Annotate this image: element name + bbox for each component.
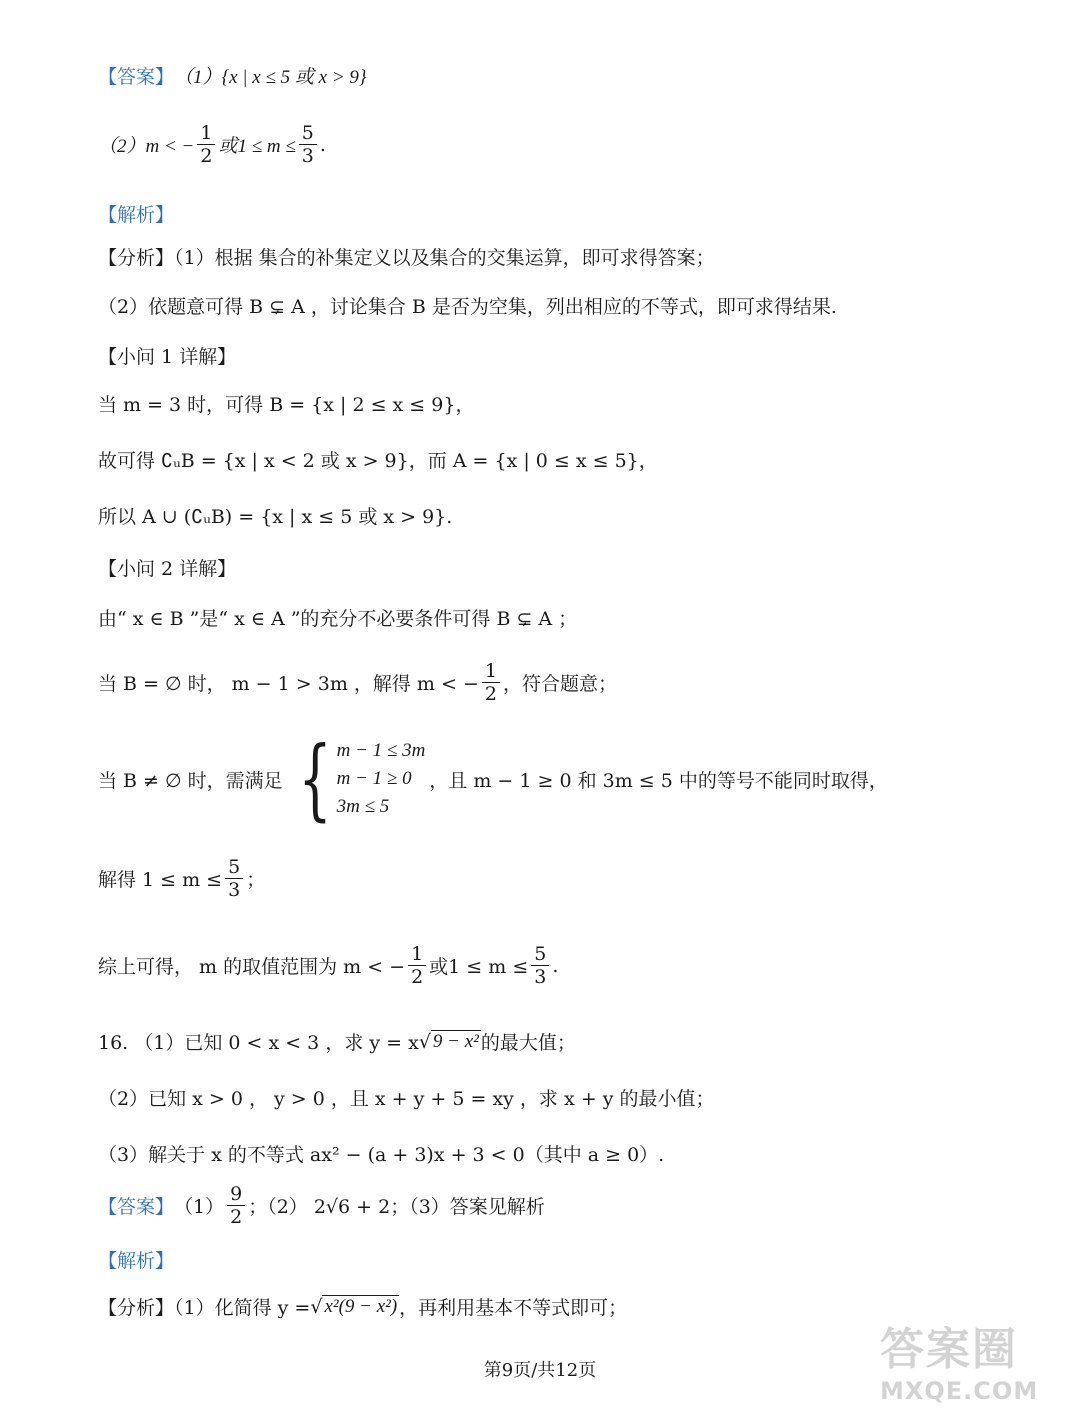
solution-text: ，且 m − 1 ≥ 0 和 3m ≤ 5 中的等号不能同时取得，: [429, 769, 888, 792]
question-16-line-1: [98, 1028, 576, 1055]
analysis-line-2: [98, 292, 837, 319]
left-brace-icon: {: [297, 727, 332, 830]
denominator: 3: [228, 879, 241, 901]
solution-text: .: [552, 954, 559, 977]
answer-2-pre: （2）m < −: [98, 136, 195, 157]
answer-line-1: [98, 62, 366, 89]
fraction: [227, 1183, 245, 1228]
analysis-line-1: [98, 243, 715, 270]
answer-2-post: .: [319, 133, 326, 156]
solution-text: 当 B = ∅ 时， m − 1 > 3m ，解得 m < −: [98, 673, 479, 695]
answer-text: ；（2） 2√6 + 2；（3）答案见解析: [248, 1196, 545, 1218]
question-16-line-2: [98, 1084, 714, 1111]
solution-text: 由“ x ∈ B ”是“ x ∈ A ”的充分不必要条件可得 B ⊊ A ；: [98, 608, 578, 630]
analysis-text: （2）依题意可得 B ⊊ A ，讨论集合 B 是否为空集，列出相应的不等式，即可求得结果.: [98, 296, 837, 318]
solution-text: 所以 A ∪ (∁ᵤB) = {x | x ≤ 5 或 x > 9}.: [98, 506, 453, 528]
subquestion-1-heading: [98, 342, 236, 369]
answer-tag: 【答案】: [98, 1196, 175, 1218]
fraction: [225, 856, 243, 901]
numerator: 9: [227, 1183, 245, 1206]
solution-line-4: [98, 604, 577, 631]
answer-line-2: [98, 122, 326, 167]
answer-tag: 【答案】: [98, 66, 175, 88]
solution-line-1: [98, 390, 474, 417]
analysis-tag: 【解析】: [98, 204, 175, 226]
solution-text: 解得 1 ≤ m ≤: [98, 869, 223, 891]
solution-line-2: [98, 446, 658, 473]
solution-line-3: [98, 502, 452, 529]
question-text: （2）已知 x > 0 ， y > 0 ，且 x + y + 5 = xy ，求 x + y 的最小值；: [98, 1088, 715, 1110]
radicand: 9 − x²: [432, 1031, 479, 1052]
sqrt-sign-icon: √: [418, 1030, 431, 1053]
numerator: 1: [482, 660, 500, 683]
solution-text: 当 B ≠ ∅ 时，需满足: [98, 769, 283, 792]
question-16-line-3: [98, 1140, 664, 1167]
numerator: 5: [299, 122, 317, 145]
fraction: [408, 943, 426, 988]
answer-2-mid: 或1 ≤ m ≤: [218, 136, 296, 157]
numerator: 1: [408, 943, 426, 966]
analysis-heading-1: [98, 200, 174, 227]
denominator: 2: [200, 145, 213, 167]
solution-line-8: [98, 943, 558, 988]
page-footer: 第9页/共12页: [483, 1360, 597, 1381]
inequality-system: [287, 727, 426, 830]
solution-text: 综上可得， m 的取值范围为 m < −: [98, 956, 406, 978]
answer-1-text: （1）{x | x ≤ 5 或 x > 9}: [174, 67, 367, 88]
numerator: 5: [225, 856, 243, 879]
watermark: [880, 1313, 1056, 1403]
question-text: 的最大值；: [480, 1032, 576, 1054]
analysis-text: 【分析】（1）化简得 y =: [98, 1297, 311, 1319]
denominator: 2: [230, 1206, 243, 1228]
analysis-tag: 【解析】: [98, 1250, 175, 1272]
question-text: 16. （1）已知 0 < x < 3 ，求 y = x: [98, 1032, 419, 1054]
denominator: 3: [301, 145, 314, 167]
system-row: m − 1 ≤ 3m: [336, 740, 426, 761]
numerator: 1: [197, 122, 215, 145]
system-row: m − 1 ≥ 0: [336, 768, 412, 789]
fraction: [197, 122, 215, 167]
fraction: [531, 943, 549, 988]
system-rows: [337, 740, 426, 818]
analysis-text: ，再利用基本不等式即可；: [399, 1297, 628, 1319]
fraction: [482, 660, 500, 705]
analysis-heading-2: [98, 1246, 174, 1273]
watermark-top: 答案圈: [880, 1324, 1018, 1375]
solution-line-7: [98, 856, 265, 901]
analysis-text: 【分析】（1）根据 集合的补集定义以及集合的交集运算，即可求得答案；: [98, 247, 715, 269]
denominator: 3: [534, 966, 547, 988]
denominator: 2: [411, 966, 424, 988]
watermark-bottom: MXQE.COM: [880, 1377, 1039, 1405]
numerator: 5: [531, 943, 549, 966]
subquestion-2-heading: [98, 554, 236, 581]
solution-text: ，符合题意；: [502, 673, 617, 695]
answer-line-3: [98, 1183, 545, 1228]
subquestion-title: 【小问 1 详解】: [98, 346, 237, 368]
solution-text: 故可得 ∁ᵤB = {x | x < 2 或 x > 9}，而 A = {x | 0 ≤ x ≤ 5}，: [98, 450, 658, 472]
solution-line-5: [98, 660, 617, 705]
radicand: x²(9 − x²): [324, 1296, 398, 1317]
denominator: 2: [484, 683, 497, 705]
solution-text: 当 m = 3 时，可得 B = {x | 2 ≤ x ≤ 9}，: [98, 394, 475, 416]
sqrt-sign-icon: √: [310, 1295, 323, 1318]
solution-text: 或1 ≤ m ≤: [429, 956, 529, 978]
fraction: [299, 122, 317, 167]
answer-text: （1）: [174, 1196, 225, 1218]
subquestion-title: 【小问 2 详解】: [98, 558, 237, 580]
solution-text: ；: [246, 869, 266, 891]
analysis-line-3: [98, 1293, 627, 1320]
question-text: （3）解关于 x 的不等式 ax² − (a + 3)x + 3 < 0（其中 a ≥ 0）.: [98, 1144, 665, 1166]
system-row: 3m ≤ 5: [336, 796, 390, 817]
solution-line-6: [98, 727, 888, 830]
